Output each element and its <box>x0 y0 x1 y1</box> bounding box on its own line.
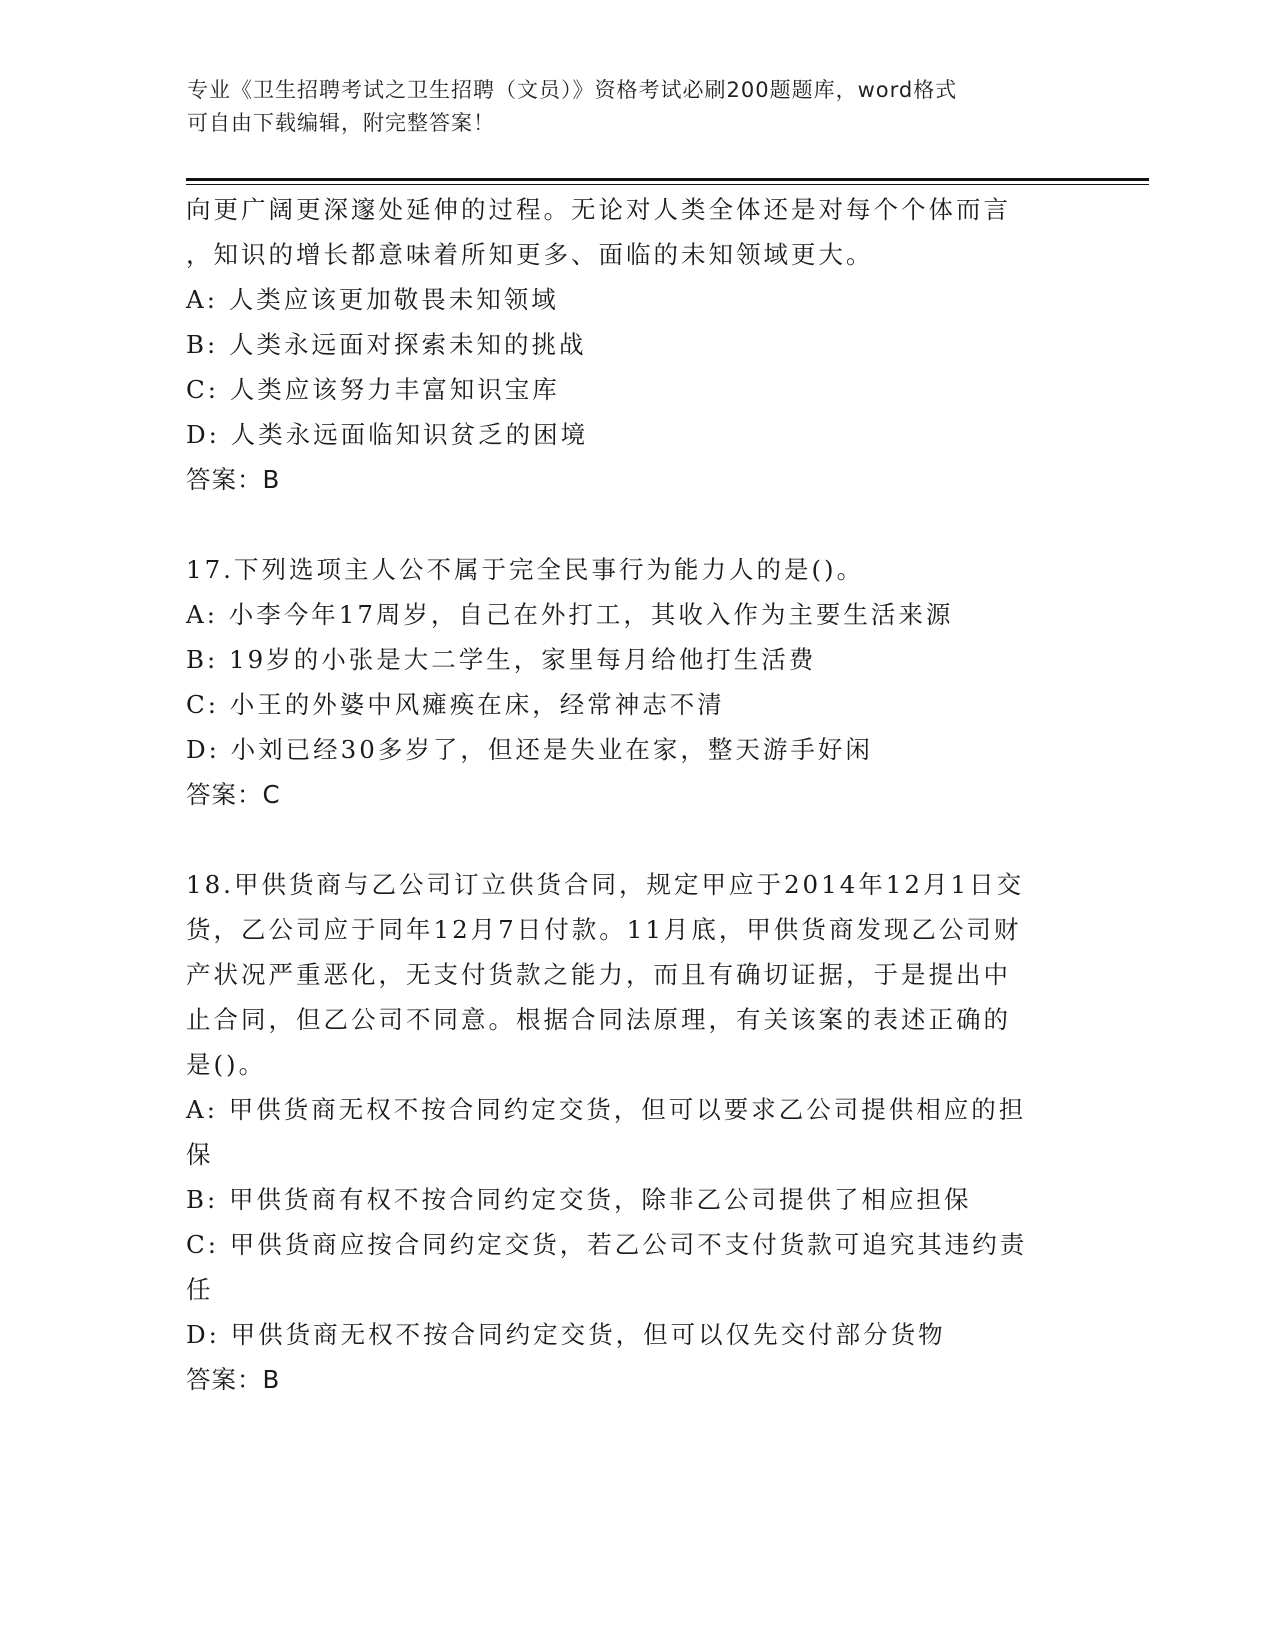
question-18-block <box>186 862 1086 1402</box>
question-18-option-c-line-2: 任 <box>186 1275 214 1304</box>
question-16-option-d: D: 人类永远面临知识贫乏的困境 <box>186 420 589 449</box>
question-18-text-line-3: 产状况严重恶化，无支付货款之能力，而且有确切证据，于是提出中 <box>186 960 1011 989</box>
question-17-text: 17.下列选项主人公不属于完全民事行为能力人的是()。 <box>186 555 865 584</box>
question-18-text-line-2: 货，乙公司应于同年12月7日付款。11月底，甲供货商发现乙公司财 <box>186 915 1022 944</box>
question-16-option-c: C: 人类应该努力丰富知识宝库 <box>186 375 560 404</box>
question-18-text-line-4: 止合同，但乙公司不同意。根据合同法原理，有关该案的表述正确的 <box>186 1005 1011 1034</box>
question-16-option-a: A: 人类应该更加敬畏未知领域 <box>186 285 559 314</box>
question-17-block <box>186 547 1086 817</box>
header-title-line-2: 可自由下载编辑，附完整答案！ <box>187 111 495 135</box>
question-17-answer: 答案：C <box>186 780 281 809</box>
question-18-answer: 答案：B <box>186 1365 281 1394</box>
question-17-option-b: B: 19岁的小张是大二学生，家里每月给他打生活费 <box>186 645 817 674</box>
question-16-block <box>186 187 1086 502</box>
spacer <box>186 502 1086 547</box>
header-divider-thick <box>186 178 1149 181</box>
document-body <box>186 187 1086 1402</box>
question-16-text-line-2: ，知识的增长都意味着所知更多、面临的未知领域更大。 <box>186 240 874 269</box>
question-16-answer: 答案：B <box>186 465 281 494</box>
question-17-option-a: A: 小李今年17周岁，自己在外打工，其收入作为主要生活来源 <box>186 600 954 629</box>
question-18-option-b: B: 甲供货商有权不按合同约定交货，除非乙公司提供了相应担保 <box>186 1185 972 1214</box>
question-18-option-a-line-1: A: 甲供货商无权不按合同约定交货，但可以要求乙公司提供相应的担 <box>186 1095 1027 1124</box>
question-18-option-a-line-2: 保 <box>186 1140 214 1169</box>
question-18-text-line-1: 18.甲供货商与乙公司订立供货合同，规定甲应于2014年12月1日交 <box>186 870 1025 899</box>
question-18-option-d: D: 甲供货商无权不按合同约定交货，但可以仅先交付部分货物 <box>186 1320 946 1349</box>
question-17-option-d: D: 小刘已经30多岁了，但还是失业在家，整天游手好闲 <box>186 735 873 764</box>
spacer <box>186 817 1086 862</box>
page-header <box>187 74 1067 140</box>
question-16-option-b: B: 人类永远面对探索未知的挑战 <box>186 330 587 359</box>
header-title-line-1: 专业《卫生招聘考试之卫生招聘（文员）》资格考试必刷200题题库，word格式 <box>187 78 958 102</box>
question-18-text-line-5: 是()。 <box>186 1050 267 1079</box>
question-17-option-c: C: 小王的外婆中风瘫痪在床，经常神志不清 <box>186 690 725 719</box>
header-divider-thin <box>186 184 1149 185</box>
question-16-text-line-1: 向更广阔更深邃处延伸的过程。无论对人类全体还是对每个个体而言 <box>186 195 1011 224</box>
question-18-option-c-line-1: C: 甲供货商应按合同约定交货，若乙公司不支付货款可追究其违约责 <box>186 1230 1028 1259</box>
